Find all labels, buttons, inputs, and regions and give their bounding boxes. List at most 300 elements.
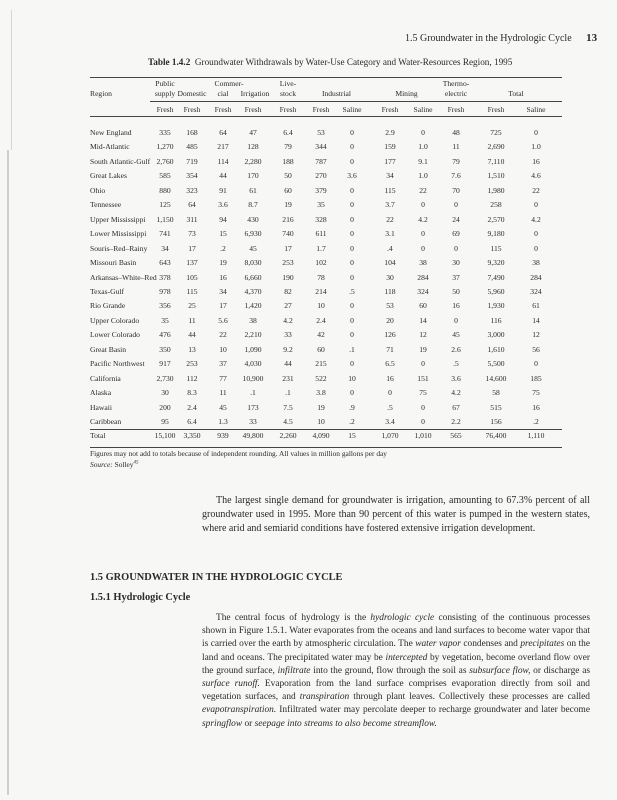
table-cell: 2.2	[451, 417, 461, 426]
region-name: Alaska	[90, 388, 112, 398]
table-cell: 56	[532, 344, 540, 354]
running-head-title: 1.5 Groundwater in the Hydrologic Cycle	[405, 33, 572, 44]
table-cell: 0	[350, 301, 354, 311]
table-cell: 0	[534, 229, 538, 239]
table-cell: .5	[387, 402, 393, 412]
table-cell: .1	[250, 388, 256, 398]
table-cell: 2,760	[156, 156, 174, 166]
table-cell: 50	[284, 171, 292, 181]
subheader-fresh: Fresh	[381, 105, 399, 114]
table-cell: 77	[219, 373, 227, 383]
table-cell: 741	[159, 229, 171, 239]
table-cell: 0	[534, 243, 538, 253]
table-cell: 4,030	[244, 359, 262, 369]
table-cell: 0	[350, 388, 354, 398]
text-run: on the land and oceans. The precipitated water may be	[202, 639, 590, 663]
table-cell: 13	[188, 344, 196, 354]
table-cell: 787	[315, 156, 327, 166]
text-run: through plant leaves. Collectively these processes are called	[349, 692, 590, 703]
table-cell: 14,600	[485, 373, 507, 383]
table-cell: 170	[247, 171, 259, 181]
text-run: or discharge as	[530, 665, 591, 676]
table-cell: 328	[315, 214, 327, 224]
table-cell: .5	[453, 359, 459, 369]
table-cell: 60	[317, 344, 325, 354]
table-cell: 217	[217, 142, 229, 152]
table-cell: .1	[285, 388, 291, 398]
table-cell: 22	[419, 185, 427, 195]
table-cell: 73	[188, 229, 196, 239]
region-name: Arkansas–White–Red	[90, 272, 157, 282]
table-cell: 8.7	[248, 200, 258, 210]
subheader-fresh: Fresh	[312, 105, 330, 114]
italic-term: seepage into streams to also become streamflow.	[254, 718, 437, 729]
table-cell: 69	[452, 229, 460, 239]
region-name: Upper Mississippi	[90, 214, 146, 224]
table-cell: 214	[315, 286, 327, 296]
region-name: Pacific Northwest	[90, 359, 145, 369]
italic-term: hydrologic cycle	[370, 613, 435, 623]
table-cell: 17	[284, 243, 292, 253]
table-cell: 2.9	[385, 128, 395, 137]
table-cell: 311	[186, 214, 198, 224]
subheader-fresh: Fresh	[487, 105, 505, 114]
table-cell: 9.1	[418, 156, 428, 166]
table-cell: 1.0	[531, 142, 541, 152]
table-cell: 45	[219, 402, 227, 412]
table-cell: 11	[452, 142, 460, 152]
table-cell: 9.2	[283, 344, 293, 354]
table-cell: 58	[492, 388, 500, 398]
header-region: Region	[90, 89, 112, 98]
table-cell: 643	[159, 258, 171, 268]
table-cell: 168	[186, 128, 198, 137]
table-cell: 22	[219, 330, 227, 340]
table-cell: 978	[159, 286, 171, 296]
region-name: Texas-Gulf	[90, 286, 125, 296]
table-cell: 102	[315, 258, 327, 268]
table-cell: 53	[317, 128, 325, 137]
table-cell: .1	[349, 344, 355, 354]
italic-term: evapotranspiration.	[202, 705, 277, 716]
table-source-text: Solley	[114, 460, 134, 469]
table-cell: 3.1	[385, 229, 395, 239]
region-name: Total	[90, 431, 106, 441]
table-cell: 4,370	[244, 286, 262, 296]
table-cell: 7,110	[487, 156, 505, 166]
table-source-ref: 45	[133, 460, 139, 466]
table-cell: 1.7	[316, 243, 326, 253]
table-cell: 27	[284, 301, 292, 311]
table-cell: 3.7	[385, 200, 395, 210]
text-run: The central focus of hydrology is the	[216, 613, 371, 623]
table-cell: 0	[534, 128, 538, 137]
header-bottom-rule	[90, 116, 562, 117]
table-cell: 64	[219, 128, 227, 137]
table-cell: 15,100	[154, 431, 176, 441]
table-cell: 1,270	[156, 142, 174, 152]
table-cell: 611	[315, 229, 327, 239]
table-cell: 19	[317, 402, 325, 412]
table-cell: 585	[159, 171, 171, 181]
table-caption	[148, 57, 512, 67]
table-cell: 125	[159, 200, 171, 210]
table-cell: 2,690	[487, 142, 505, 152]
table-cell: 61	[249, 185, 257, 195]
region-name: New England	[90, 128, 132, 137]
page-edge-shadow	[11, 10, 12, 150]
table-cell: 9,320	[487, 258, 505, 268]
table-cell: 3.6	[451, 373, 461, 383]
total-rule	[90, 429, 562, 430]
table-cell: 15	[219, 229, 227, 239]
table-cell: 253	[186, 359, 198, 369]
table-cell: 2,260	[279, 431, 297, 441]
table-cell: 11	[219, 388, 227, 398]
header-thermoelectric: Thermo-	[442, 79, 470, 88]
table-cell: 3.8	[316, 388, 326, 398]
table-cell: 50	[452, 286, 460, 296]
table-cell: 94	[219, 214, 227, 224]
table-cell: 126	[384, 330, 396, 340]
table-cell: 60	[419, 301, 427, 311]
table-cell: 284	[417, 272, 429, 282]
region-name: Rio Grande	[90, 301, 126, 311]
table-cell: 0	[421, 359, 425, 369]
table-cell: 0	[350, 359, 354, 369]
table-cell: 12	[532, 330, 540, 340]
region-name: Lower Colorado	[90, 330, 140, 340]
region-name: California	[90, 373, 121, 383]
table-cell: 7,490	[487, 272, 505, 282]
table-cell: 19	[284, 200, 292, 210]
table-cell: 740	[282, 229, 294, 239]
table-cell: 0	[350, 272, 354, 282]
italic-term: water vapor	[415, 639, 461, 650]
table-cell: 0	[350, 128, 354, 137]
table-cell: 0	[350, 214, 354, 224]
table-cell: 0	[421, 402, 425, 412]
table-cell: 216	[282, 214, 294, 224]
table-cell: 112	[186, 373, 198, 383]
table-cell: 0	[350, 243, 354, 253]
table-cell: .4	[387, 243, 393, 253]
table-label: Table 1.4.2	[148, 57, 191, 67]
table-cell: 10	[219, 344, 227, 354]
table-cell: 9,180	[487, 229, 505, 239]
header-commercial: Commer-	[214, 79, 244, 88]
table-cell: 378	[159, 272, 171, 282]
table-cell: 151	[417, 373, 429, 383]
table-cell: 95	[161, 417, 169, 426]
table-cell: 16	[532, 402, 540, 412]
table-cell: 34	[219, 286, 227, 296]
subheader-fresh: Fresh	[156, 105, 174, 114]
table-cell: 37	[219, 359, 227, 369]
table-cell: 2.4	[187, 402, 197, 412]
table-cell: 22	[386, 214, 394, 224]
table-cell: 725	[490, 128, 502, 137]
table-cell: 5.6	[218, 315, 228, 325]
header-domestic: Domestic	[177, 89, 207, 98]
table-cell: .9	[349, 402, 355, 412]
table-cell: 60	[284, 185, 292, 195]
table-cell: 485	[186, 142, 198, 152]
table-source-label: Source:	[90, 460, 113, 469]
header-total: Total	[508, 89, 524, 98]
table-cell: 356	[159, 301, 171, 311]
italic-term: surface runoff.	[202, 679, 260, 690]
region-name: Souris–Red–Rainy	[90, 243, 148, 253]
table-cell: 335	[159, 128, 171, 137]
table-cell: 1,110	[527, 431, 545, 441]
table-cell: 44	[284, 359, 292, 369]
region-name: South Atlantic-Gulf	[90, 156, 151, 166]
table-cell: 38	[419, 258, 427, 268]
table-cell: 47	[249, 128, 257, 137]
region-name: Mid-Atlantic	[90, 142, 130, 152]
table-cell: 14	[532, 315, 540, 325]
table-cell: 159	[384, 142, 396, 152]
table-cell: 61	[532, 301, 540, 311]
table-cell: 200	[159, 402, 171, 412]
table-cell: 4.2	[283, 315, 293, 325]
table-cell: 79	[284, 142, 292, 152]
table-cell: 12	[419, 330, 427, 340]
table-cell: 1.0	[418, 142, 428, 152]
table-cell: 0	[534, 200, 538, 210]
table-cell: 1,090	[244, 344, 262, 354]
header-mining: Mining	[395, 89, 418, 98]
table-cell: 0	[350, 156, 354, 166]
table-cell: 4.5	[283, 417, 293, 426]
table-cell: 104	[384, 258, 396, 268]
subheader-saline: Saline	[413, 105, 433, 114]
subheader-saline: Saline	[342, 105, 362, 114]
table-cell: 156	[490, 417, 502, 426]
table-cell: 8,030	[244, 258, 262, 268]
table-cell: 33	[284, 330, 292, 340]
table-cell: 20	[386, 315, 394, 325]
italic-term: precipitates	[520, 639, 565, 650]
table-cell: 324	[530, 286, 542, 296]
italic-term: intercepted	[385, 652, 428, 663]
table-cell: 0	[454, 243, 458, 253]
italic-term: subsurface flow,	[469, 665, 531, 676]
subheader-fresh: Fresh	[279, 105, 297, 114]
table-cell: 75	[419, 388, 427, 398]
table-cell: 64	[188, 200, 196, 210]
region-name: Tennessee	[90, 200, 122, 210]
table-cell: 177	[384, 156, 396, 166]
table-cell: 22	[532, 185, 540, 195]
table-cell: 17	[219, 301, 227, 311]
table-cell: 10	[317, 301, 325, 311]
table-cell: 4.2	[451, 388, 461, 398]
table-cell: 0	[421, 243, 425, 253]
table-cell: 215	[315, 359, 327, 369]
table-cell: 0	[350, 258, 354, 268]
text-run: or	[242, 718, 255, 729]
header-industrial: Industrial	[321, 89, 352, 98]
running-head	[405, 32, 597, 44]
table-cell: 5,960	[487, 286, 505, 296]
table-cell: 128	[247, 142, 259, 152]
table-cell: 6.4	[283, 128, 293, 137]
hydrologic-cycle-paragraph	[202, 612, 590, 731]
table-cell: 522	[315, 373, 327, 383]
table-cell: 2,570	[487, 214, 505, 224]
table-source	[90, 460, 138, 469]
table-cell: 24	[452, 214, 460, 224]
table-cell: 53	[386, 301, 394, 311]
subheader-fresh: Fresh	[447, 105, 465, 114]
table-cell: 0	[421, 128, 425, 137]
table-cell: 188	[282, 156, 294, 166]
table-cell: 1.3	[218, 417, 228, 426]
table-cell: 0	[534, 359, 538, 369]
table-cell: 4.6	[531, 171, 541, 181]
table-cell: 5,500	[487, 359, 505, 369]
table-top-rule	[90, 77, 562, 78]
table-cell: 6.5	[385, 359, 395, 369]
table-cell: 34	[161, 243, 169, 253]
table-cell: 0	[350, 229, 354, 239]
text-run: into the ground, flow through the soil as	[310, 665, 470, 676]
table-cell: 15	[348, 431, 356, 441]
table-cell: 91	[219, 185, 227, 195]
table-cell: 1,610	[487, 344, 505, 354]
table-cell: 6,930	[244, 229, 262, 239]
region-name: Great Basin	[90, 344, 127, 354]
table-cell: 231	[282, 373, 294, 383]
region-name: Ohio	[90, 185, 106, 195]
table-cell: 0	[350, 142, 354, 152]
table-cell: 10,900	[242, 373, 264, 383]
table-cell: 30	[161, 388, 169, 398]
table-cell: 8.3	[187, 388, 197, 398]
table-cell: 0	[350, 185, 354, 195]
subheader-fresh: Fresh	[183, 105, 201, 114]
table-cell: 323	[186, 185, 198, 195]
table-cell: .5	[349, 286, 355, 296]
subheader-fresh: Fresh	[214, 105, 232, 114]
table-cell: 38	[249, 315, 257, 325]
table-cell: 4.2	[418, 214, 428, 224]
table-cell: 0	[350, 200, 354, 210]
table-cell: 1,980	[487, 185, 505, 195]
table-cell: 79	[452, 156, 460, 166]
table-cell: 4,090	[312, 431, 330, 441]
table-cell: 10	[348, 373, 356, 383]
table-cell: 45	[249, 243, 257, 253]
table-cell: 116	[490, 315, 502, 325]
table-cell: 917	[159, 359, 171, 369]
table-cell: 37	[452, 272, 460, 282]
table-cell: 3.6	[347, 171, 357, 181]
table-cell: 3.6	[218, 200, 228, 210]
header-livestock: Live-	[279, 79, 297, 88]
region-name: Upper Colorado	[90, 315, 140, 325]
table-cell: 1,150	[156, 214, 174, 224]
table-cell: 14	[419, 315, 427, 325]
table-cell: 16	[386, 373, 394, 383]
table-cell: 476	[159, 330, 171, 340]
table-cell: 49,800	[242, 431, 264, 441]
page-binding-shadow	[7, 150, 9, 795]
table-bottom-rule	[90, 447, 562, 448]
table-cell: 430	[247, 214, 259, 224]
table-cell: 4.2	[531, 214, 541, 224]
region-name: Lower Mississippi	[90, 229, 147, 239]
table-cell: .2	[220, 243, 226, 253]
table-cell: 137	[186, 258, 198, 268]
header-irrigation: Irrigation	[240, 89, 270, 98]
table-cell: 42	[317, 330, 325, 340]
table-note: Figures may not add to totals because of independent rounding. All values in million gallons per day	[90, 449, 388, 458]
table-cell: 253	[282, 258, 294, 268]
table-cell: 344	[315, 142, 327, 152]
region-name: Caribbean	[90, 417, 122, 426]
table-cell: 71	[386, 344, 394, 354]
table-cell: 185	[530, 373, 542, 383]
header-mid-rule	[150, 101, 562, 102]
table-cell: 105	[186, 272, 198, 282]
table-cell: 19	[419, 344, 427, 354]
text-run: consisting of the continuous processes shown in Figure 1.5.1. Water evaporates from the oceans and land surfaces to become water vapor that is carried over the earth by atmospheric circulation. The	[202, 613, 590, 650]
table-cell: 0	[454, 315, 458, 325]
header-electric: electric	[444, 89, 468, 98]
table-cell: 3,000	[487, 330, 505, 340]
irrigation-paragraph: The largest single demand for groundwater is irrigation, amounting to 67.3% percent of all groundwater used in 1995. More than 90 percent of this water is pumped in the western states, where arid and semiarid conditions have fostered extensive irrigation development.	[202, 495, 590, 534]
table-cell: 48	[452, 128, 460, 137]
table-cell: 939	[217, 431, 229, 441]
page-number: 13	[586, 32, 598, 44]
table-cell: 118	[384, 286, 396, 296]
table-cell: 1,010	[414, 431, 432, 441]
table-cell: 115	[384, 185, 396, 195]
table-cell: 0	[421, 200, 425, 210]
table-cell: 1,420	[244, 301, 262, 311]
table-cell: 7.5	[283, 402, 293, 412]
table-cell: .2	[349, 417, 355, 426]
table-cell: 44	[219, 171, 227, 181]
region-name: Great Lakes	[90, 171, 127, 181]
table-cell: 1,070	[381, 431, 399, 441]
table-cell: 515	[490, 402, 502, 412]
text-run: Evaporation from the land surface comprises evaporation directly from soil and vegetation surfaces, and	[202, 679, 590, 703]
table-cell: 6.4	[187, 417, 197, 426]
subsection-heading: 1.5.1 Hydrologic Cycle	[90, 592, 191, 603]
table-cell: .2	[533, 417, 539, 426]
table-cell: 379	[315, 185, 327, 195]
table-cell: 1,930	[487, 301, 505, 311]
table-cell: 82	[284, 286, 292, 296]
table-cell: 76,400	[485, 431, 507, 441]
header-public: Public	[155, 79, 175, 88]
table-cell: 2,730	[156, 373, 174, 383]
subheader-saline: Saline	[526, 105, 546, 114]
table-cell: 30	[452, 258, 460, 268]
text-run: by vegetation, become overland flow over the ground surface,	[202, 652, 590, 676]
table-cell: 324	[417, 286, 429, 296]
table-cell: 2.4	[316, 315, 326, 325]
table-cell: 0	[421, 417, 425, 426]
table-cell: 115	[490, 243, 502, 253]
table-cell: 1,510	[487, 171, 505, 181]
table-cell: 2,280	[244, 156, 262, 166]
table-cell: 75	[532, 388, 540, 398]
